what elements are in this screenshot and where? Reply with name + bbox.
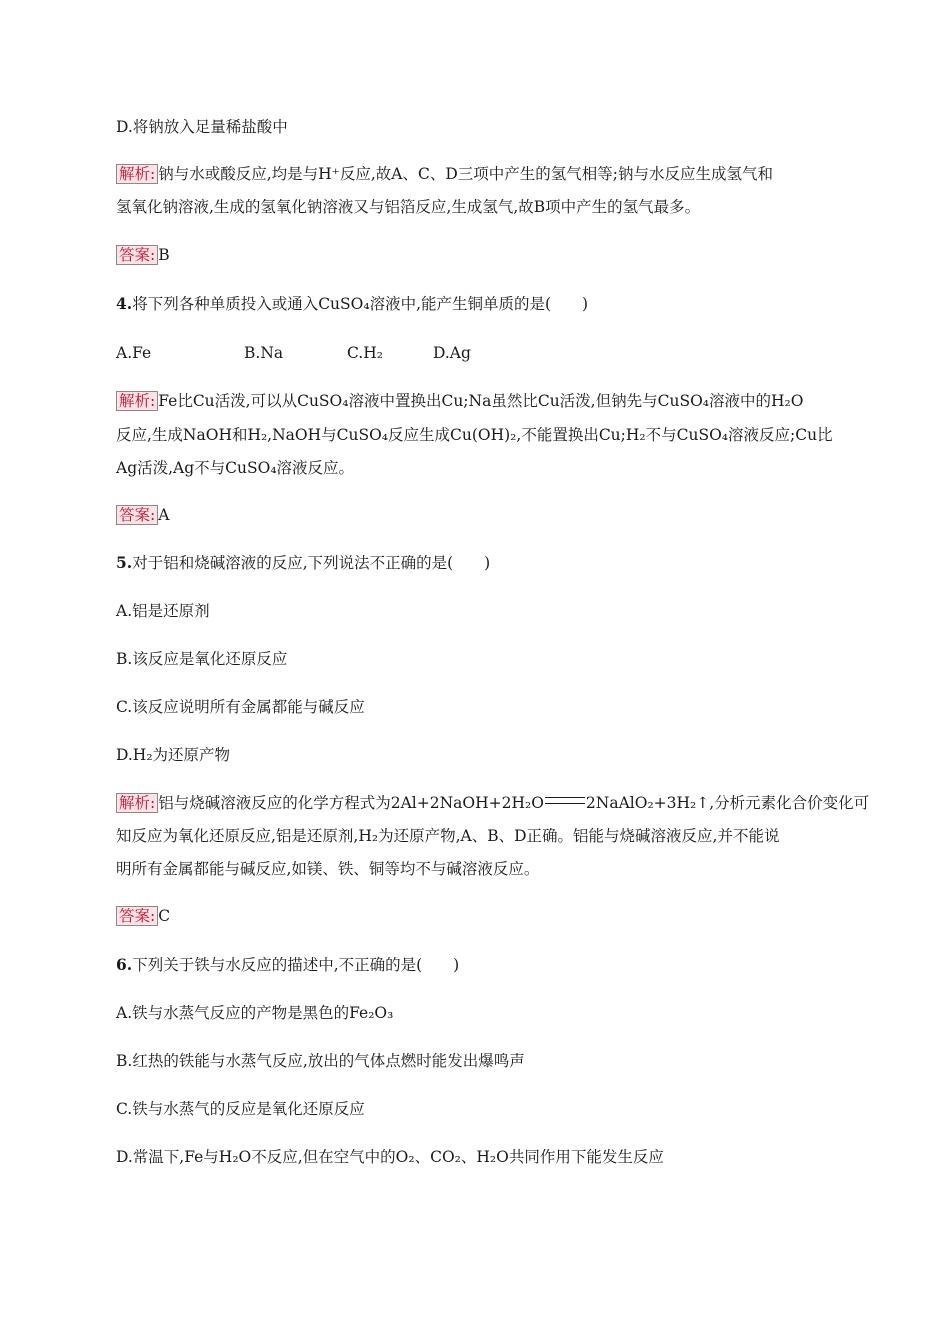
q3-option-d: D.将钠放入足量稀盐酸中 bbox=[116, 118, 288, 136]
q5-option-c: C.该反应说明所有金属都能与碱反应 bbox=[116, 698, 365, 716]
answer-tag: 答案: bbox=[116, 245, 158, 265]
q4-analysis-line-1: 解析: Fe比Cu活泼,可以从CuSO₄溶液中置换出Cu;Na虽然比Cu活泼,但钠先与CuSO₄溶液中的H₂O bbox=[116, 391, 803, 411]
q6-option-b: B.红热的铁能与水蒸气反应,放出的气体点燃时能发出爆鸣声 bbox=[116, 1052, 525, 1070]
analysis-tag: 解析: bbox=[116, 793, 158, 813]
q6-stem: 6.下列关于铁与水反应的描述中,不正确的是( ) bbox=[116, 955, 460, 974]
q5-stem: 5.对于铝和烧碱溶液的反应,下列说法不正确的是( ) bbox=[116, 553, 491, 572]
q4-analysis-line-3: Ag活泼,Ag不与CuSO₄溶液反应。 bbox=[116, 459, 355, 477]
q4-stem: 4.将下列各种单质投入或通入CuSO₄溶液中,能产生铜单质的是( ) bbox=[116, 294, 589, 313]
q4-analysis-line-2: 反应,生成NaOH和H₂,NaOH与CuSO₄反应生成Cu(OH)₂,不能置换出Cu;H₂不与CuSO₄溶液反应;Cu比 bbox=[116, 426, 833, 444]
analysis-tag: 解析: bbox=[116, 164, 158, 184]
answer-tag: 答案: bbox=[116, 906, 158, 926]
q3-answer: 答案: B bbox=[116, 245, 170, 265]
q4-number: 4. bbox=[116, 294, 133, 313]
q5-option-d: D.H₂为还原产物 bbox=[116, 746, 231, 764]
q4-option-d: D.Ag bbox=[433, 344, 471, 362]
q5-analysis-line-1: 解析: 铝与烧碱溶液反应的化学方程式为2Al+2NaOH+2H₂O 2NaAlO₂+3H₂↑,分析元素化合价变化可 bbox=[116, 793, 869, 813]
q6-number: 6. bbox=[116, 955, 133, 974]
q3-analysis-line-2: 氢氧化钠溶液,生成的氢氧化钠溶液又与铝箔反应,生成氢气,故B项中产生的氢气最多。 bbox=[116, 198, 701, 216]
q5-number: 5. bbox=[116, 553, 133, 572]
equals-sign-icon bbox=[545, 797, 585, 804]
q6-option-d: D.常温下,Fe与H₂O不反应,但在空气中的O₂、CO₂、H₂O共同作用下能发生反应 bbox=[116, 1148, 664, 1166]
q4-answer: 答案: A bbox=[116, 505, 169, 525]
q4-option-c: C.H₂ bbox=[347, 344, 383, 362]
q5-answer: 答案: C bbox=[116, 906, 170, 926]
q5-option-a: A.铝是还原剂 bbox=[116, 602, 210, 620]
analysis-tag: 解析: bbox=[116, 391, 158, 411]
q5-analysis-line-2: 知反应为氧化还原反应,铝是还原剂,H₂为还原产物,A、B、D正确。铝能与烧碱溶液反应,并不能说 bbox=[116, 827, 780, 845]
q6-option-a: A.铁与水蒸气反应的产物是黑色的Fe₂O₃ bbox=[116, 1004, 394, 1022]
q6-option-c: C.铁与水蒸气的反应是氧化还原反应 bbox=[116, 1100, 365, 1118]
q4-option-b: B.Na bbox=[244, 344, 284, 362]
answer-tag: 答案: bbox=[116, 505, 158, 525]
q5-analysis-line-3: 明所有金属都能与碱反应,如镁、铁、铜等均不与碱溶液反应。 bbox=[116, 860, 540, 878]
q3-analysis-line-1: 解析: 钠与水或酸反应,均是与H⁺反应,故A、C、D三项中产生的氢气相等;钠与水反应生成氢气和 bbox=[116, 164, 773, 184]
q4-option-a: A.Fe bbox=[116, 344, 152, 362]
q5-option-b: B.该反应是氧化还原反应 bbox=[116, 650, 288, 668]
